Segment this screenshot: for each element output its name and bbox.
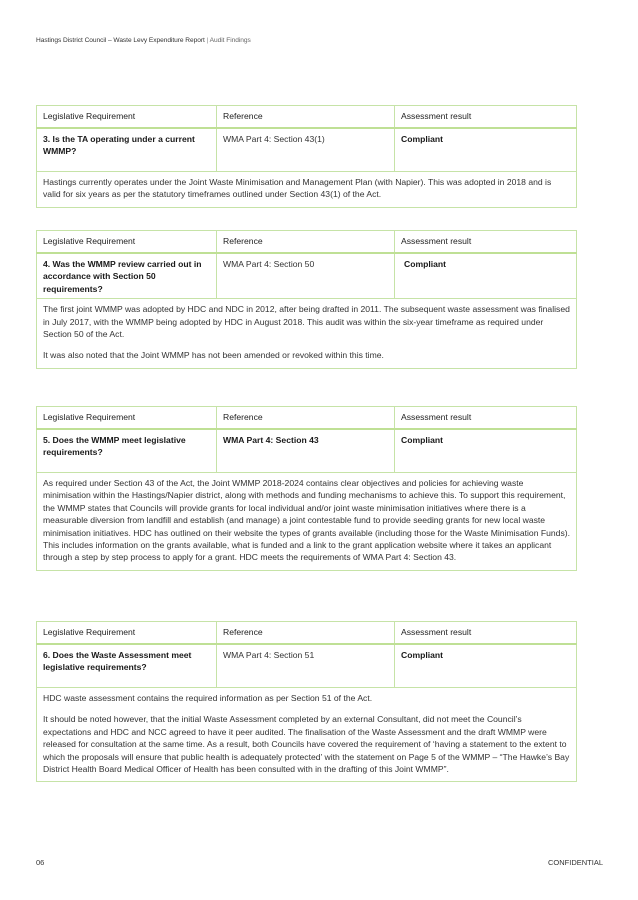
- findings-paragraph: As required under Section 43 of the Act, the Joint WMMP 2018-2024 contains clear objectives and policies for achieving waste minimisation within the Hastings/Napier district, along with methods and funding mechanisms to achieve this. To support this requirement, the WMMP states that Councils will provide grants for local individual and/or joint waste minimisation initiatives where there is a measurable diversion from landfill and establish (and manage) a joint contestable fund to provide seeding grants for new local waste minimisation initiatives. HDC has outlined on their website the types of grants available (including those for the Waste Minimisation Funds). This includes information on the grants available, what is funded and a link to the grant application website where it takes an applicant through a step by step process to apply for a grant. HDC meets the requirements of WMA Part 4: Section 43.: [43, 478, 571, 563]
- findings-text: [37, 473, 577, 571]
- header-legislative-requirement: Legislative Requirement: [37, 231, 217, 254]
- running-header: [36, 37, 251, 44]
- section-name: Audit Findings: [209, 37, 251, 44]
- question-row: [37, 429, 577, 473]
- finding-table-3: [36, 105, 577, 208]
- findings-paragraph: It was also noted that the Joint WMMP has not been amended or revoked within this time.: [43, 350, 384, 361]
- assessment-result: Compliant: [395, 644, 577, 688]
- reference: WMA Part 4: Section 43(1): [217, 128, 395, 172]
- page-number: 06: [36, 858, 45, 867]
- findings-text: [37, 299, 577, 369]
- findings-row: [37, 688, 577, 782]
- findings-row: [37, 473, 577, 571]
- table-header-row: [37, 231, 577, 254]
- header-legislative-requirement: Legislative Requirement: [37, 106, 217, 129]
- finding-table-4: [36, 230, 577, 369]
- question-row: [37, 644, 577, 688]
- header-separator: |: [206, 37, 209, 44]
- question: 3. Is the TA operating under a current WMMP?: [37, 128, 217, 172]
- header-reference: Reference: [217, 407, 395, 430]
- findings-text: [37, 688, 577, 782]
- question-row: [37, 128, 577, 172]
- findings-paragraph: The first joint WMMP was adopted by HDC and NDC in 2012, after being drafted in 2011. The subsequent waste assessment was finalised in July 2017, with the WMMP being adopted by HDC in August 2018. This audit was within the six-year timeframe as required under Section 50 of the Act.: [43, 304, 570, 340]
- question-row: [37, 253, 577, 299]
- document-title: Hastings District Council – Waste Levy Expenditure Report: [36, 37, 205, 44]
- findings-paragraph: It should be noted however, that the initial Waste Assessment completed by an external Consultant, did not meet the Council’s expectations and HDC and NCC agreed to have it peer audited. The finalisation of the Waste Assessment and the draft WMMP were released for consultation at the same time. As a result, both Councils have covered the requirement of ‘having a statement to the extent to which the proposals will ensure that public health is adequately protected’ with the statement on Page 5 of the WMMP – “The Hawke’s Bay District Health Board Medical Officer of Health has been consulted with in the drafting of this Joint WMMP”.: [43, 714, 570, 775]
- table-header-row: [37, 106, 577, 129]
- findings-paragraph: HDC waste assessment contains the required information as per Section 51 of the Act.: [43, 693, 373, 703]
- header-reference: Reference: [217, 231, 395, 254]
- assessment-result: Compliant: [395, 429, 577, 473]
- findings-row: [37, 172, 577, 208]
- reference: WMA Part 4: Section 51: [217, 644, 395, 688]
- header-reference: Reference: [217, 106, 395, 129]
- header-assessment-result: Assessment result: [395, 231, 577, 254]
- table-header-row: [37, 407, 577, 430]
- assessment-result: Compliant: [395, 253, 577, 299]
- header-assessment-result: Assessment result: [395, 106, 577, 129]
- finding-table-5: [36, 406, 577, 571]
- reference: WMA Part 4: Section 43: [217, 429, 395, 473]
- confidentiality-label: CONFIDENTIAL: [548, 858, 604, 867]
- finding-table-6: [36, 621, 577, 782]
- question: 6. Does the Waste Assessment meet legislative requirements?: [37, 644, 217, 688]
- findings-text: [37, 172, 577, 208]
- question: 5. Does the WMMP meet legislative requirements?: [37, 429, 217, 473]
- reference: WMA Part 4: Section 50: [217, 253, 395, 299]
- header-reference: Reference: [217, 622, 395, 645]
- header-assessment-result: Assessment result: [395, 407, 577, 430]
- assessment-result: Compliant: [395, 128, 577, 172]
- findings-row: [37, 299, 577, 369]
- question: 4. Was the WMMP review carried out in accordance with Section 50 requirements?: [37, 253, 217, 299]
- findings-paragraph: Hastings currently operates under the Joint Waste Minimisation and Management Plan (with Napier). This was adopted in 2018 and is valid for six years as per the statutory timeframes outlined under Section 43(1) of the Act.: [43, 177, 552, 200]
- header-legislative-requirement: Legislative Requirement: [37, 407, 217, 430]
- header-assessment-result: Assessment result: [395, 622, 577, 645]
- table-header-row: [37, 622, 577, 645]
- header-legislative-requirement: Legislative Requirement: [37, 622, 217, 645]
